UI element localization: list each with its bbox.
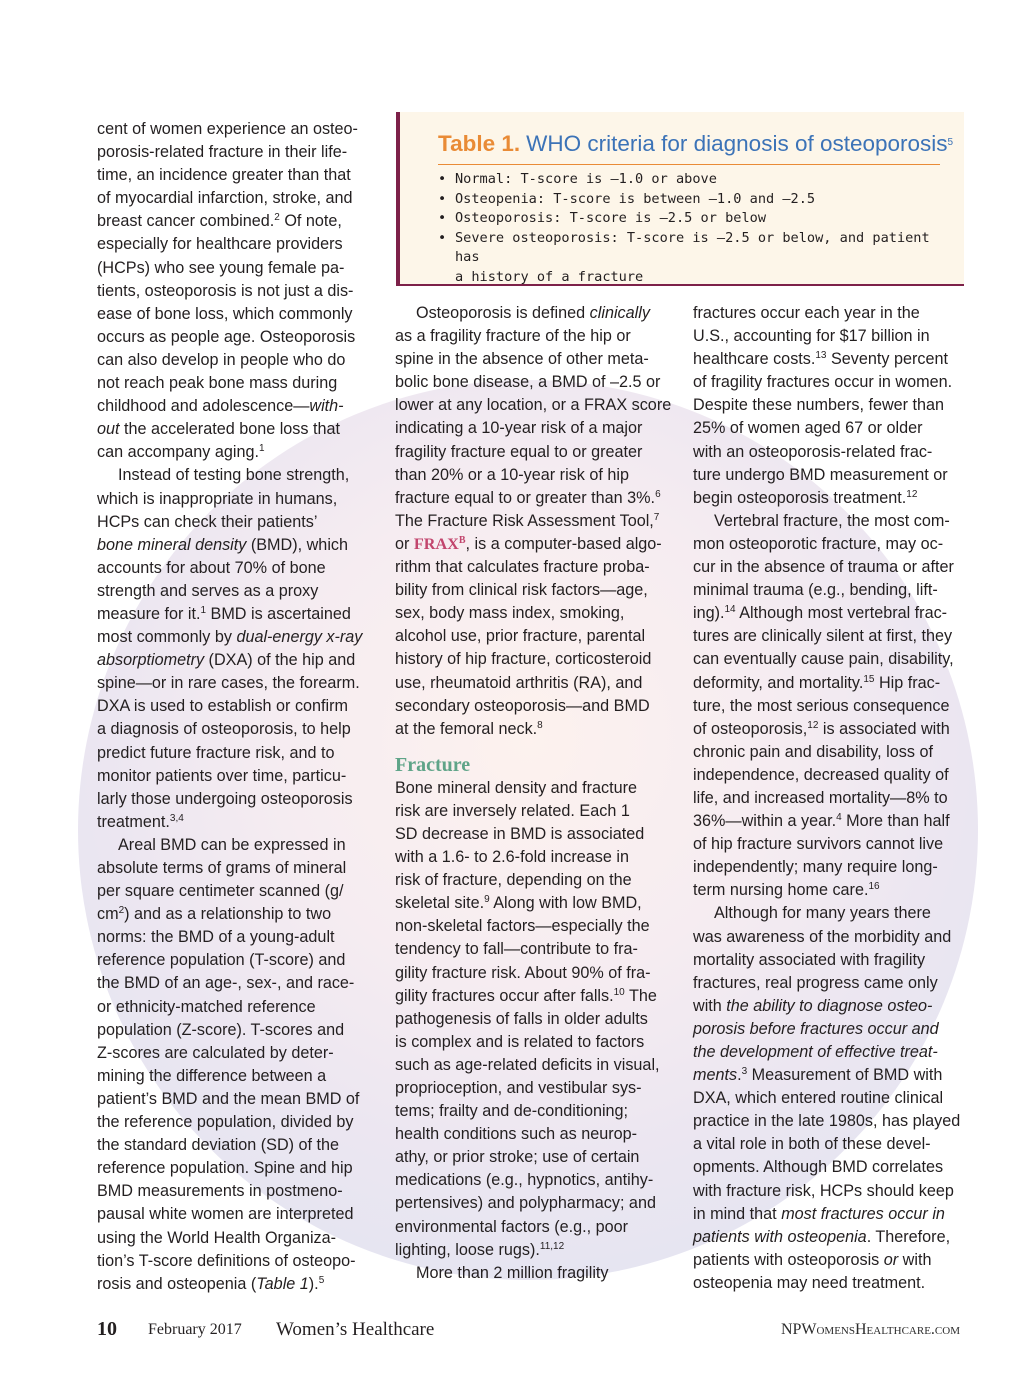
text-run: (DXA) of the hip and	[204, 651, 356, 670]
text-run: Along with low BMD,	[489, 894, 642, 913]
text-line: the standard deviation (SD) of the	[97, 1136, 340, 1155]
text-line	[693, 718, 968, 741]
text-line: chronic pain and disability, loss of	[693, 742, 933, 761]
citation-ref: 16	[868, 881, 880, 893]
text-line: tion’s T-score definitions of osteopo-	[97, 1251, 356, 1270]
citation-ref: 3,4	[169, 812, 184, 824]
text-run: fracture equal to or greater than 3%.	[395, 488, 656, 507]
column-1	[97, 118, 372, 1296]
text-line: pathogenesis of falls in older adults	[395, 1009, 648, 1028]
column-2	[395, 302, 670, 1285]
text-run: . Therefore,	[866, 1227, 951, 1246]
text-line: of hip fracture survivors cannot live	[693, 835, 944, 854]
text-run: begin osteoporosis treatment.	[693, 488, 907, 507]
column-3	[693, 302, 968, 1295]
citation-ref: 7	[653, 511, 660, 523]
text-line: 25% of women aged 67 or older	[693, 419, 923, 438]
text-run-italic: absorptiometry	[97, 651, 205, 670]
text-line: occurs as people age. Osteoporosis	[97, 327, 356, 346]
text-line: More than 2 million fragility	[416, 1263, 609, 1282]
text-line	[97, 903, 372, 926]
text-line: can eventually cause pain, disability,	[693, 650, 954, 669]
text-line: cent of women experience an osteo-	[97, 120, 358, 138]
text-line: Z-scores are calculated by deter-	[97, 1043, 334, 1062]
text-run: ) and as a relationship to two	[124, 905, 332, 924]
text-run-italic: ments	[693, 1066, 738, 1085]
text-line: accounts for about 70% of bone	[97, 558, 326, 577]
text-line: spine in the absence of other meta-	[395, 350, 649, 369]
text-line: osteopenia may need treatment.	[693, 1273, 926, 1292]
text-line: mon osteoporotic fracture, may oc-	[693, 534, 944, 553]
criteria-item-normal: • Normal: T-score is –1.0 or above	[438, 170, 958, 190]
text-line: a vital role in both of these devel-	[693, 1135, 931, 1154]
text-line	[693, 995, 968, 1018]
text-line: proprioception, and vestibular sys-	[395, 1079, 642, 1097]
text-run: is associated with	[818, 719, 950, 738]
criteria-item-osteoporosis: • Osteoporosis: T-score is –2.5 or below	[438, 209, 958, 229]
text-line	[97, 441, 372, 464]
text-line: fractures occur each year in the	[693, 304, 920, 322]
text-run: ing).	[693, 604, 725, 623]
text-line: environmental factors (e.g., poor	[395, 1217, 629, 1236]
citation-ref: 10	[613, 986, 625, 998]
text-line	[395, 985, 670, 1008]
text-line: porosis-related fracture in their life-	[97, 143, 348, 162]
text-line: with an osteoporosis-related frac-	[693, 442, 933, 461]
page-footer	[0, 1318, 1024, 1348]
text-line: DXA, which entered routine clinical	[693, 1089, 944, 1108]
text-run-italic: the ability to diagnose osteo-	[726, 996, 933, 1015]
text-line: tures are clinically silent at first, they	[693, 627, 953, 646]
text-run-italic: most fractures occur in	[781, 1204, 945, 1223]
text-line	[395, 487, 670, 510]
text-line	[693, 1226, 968, 1249]
text-line: the reference population, divided by	[97, 1113, 354, 1132]
text-line: Although for many years there	[714, 904, 931, 923]
text-line: athy, or prior stroke; use of certain	[395, 1148, 640, 1167]
text-line: fragility fracture equal to or greater	[395, 442, 643, 461]
text-line	[693, 672, 968, 695]
text-line	[97, 811, 372, 834]
text-run: .	[737, 1066, 742, 1085]
text-line: practice in the late 1980s, has played	[693, 1112, 961, 1131]
text-line: Instead of testing bone strength,	[118, 466, 350, 485]
text-line	[395, 302, 670, 325]
text-run-italic: dual-energy x-ray	[236, 628, 363, 647]
text-line	[97, 1273, 372, 1296]
text-line: spine—or in rare cases, the forearm.	[97, 674, 360, 693]
text-line: independence, decreased quality of	[693, 765, 949, 784]
issue-date: February 2017	[148, 1321, 242, 1338]
text-line	[693, 602, 968, 625]
text-line: non-skeletal factors—especially the	[395, 917, 650, 936]
text-line: monitor patients over time, particu-	[97, 766, 347, 785]
text-line	[97, 534, 372, 557]
text-line: secondary osteoporosis—and BMD	[395, 696, 650, 715]
text-line	[97, 210, 372, 233]
text-line	[693, 487, 968, 510]
publication-name: Women’s Healthcare	[276, 1319, 435, 1340]
text-run: of osteoporosis,	[693, 719, 808, 738]
text-run: with	[693, 996, 727, 1015]
text-run: Of note,	[279, 212, 342, 231]
text-line	[693, 1064, 968, 1087]
text-line: per square centimeter scanned (g/	[97, 882, 344, 901]
citation-ref: 9	[484, 894, 490, 906]
text-line: pertensives) and polypharmacy; and	[395, 1194, 656, 1213]
text-line: use, rheumatoid arthritis (RA), and	[395, 673, 643, 692]
text-line: the development of effective treat-	[693, 1043, 938, 1061]
text-line: BMD measurements in postmeno-	[97, 1182, 343, 1201]
text-line: opments. Although BMD correlates	[693, 1158, 944, 1177]
text-line: pausal white women are interpreted	[97, 1205, 354, 1224]
text-run: or	[395, 534, 414, 553]
text-line: not reach peak bone mass during	[97, 374, 338, 393]
citation-ref: 6	[655, 488, 661, 500]
frax-link[interactable]	[414, 535, 466, 553]
text-run: patients with osteoporosis	[693, 1250, 884, 1269]
text-run: The Fracture Risk Assessment Tool,	[395, 511, 654, 530]
text-line: bility from clinical risk factors—age,	[395, 581, 648, 600]
text-run: with	[898, 1250, 932, 1269]
text-line: history of hip fracture, corticosteroid	[395, 650, 652, 669]
text-line: was awareness of the morbidity and	[693, 927, 952, 946]
text-line: minimal trauma (e.g., bending, lift-	[693, 581, 938, 600]
text-line	[693, 879, 968, 902]
citation-ref: 11,12	[539, 1240, 565, 1252]
table-title-ref: 5	[947, 137, 954, 148]
superscript: 2	[118, 905, 125, 917]
text-line	[693, 1249, 968, 1272]
text-line: Vertebral fracture, the most com-	[714, 511, 950, 530]
text-line: tients, osteoporosis is not just a dis-	[97, 281, 354, 300]
citation-ref: 13	[815, 350, 827, 362]
text-run: healthcare costs.	[693, 350, 816, 369]
text-run: most commonly by	[97, 628, 237, 647]
text-line: is complex and is related to factors	[395, 1032, 645, 1051]
text-run: Although most vertebral frac-	[735, 604, 948, 623]
table-title-rule	[438, 164, 940, 165]
text-line: such as age-related deficits in visual,	[395, 1055, 660, 1074]
text-line: U.S., accounting for $17 billion in	[693, 327, 930, 346]
text-line	[97, 395, 372, 418]
citation-ref: 14	[724, 604, 736, 616]
text-run: the accelerated bone loss that	[119, 420, 340, 439]
text-line: of fragility fractures occur in women.	[693, 373, 953, 392]
citation-ref: 15	[863, 673, 875, 685]
criteria-item-osteopenia: • Osteopenia: T-score is between –1.0 and –2.5	[438, 190, 958, 210]
text-line: or ethnicity-matched reference	[97, 997, 316, 1016]
page-number: 10	[97, 1318, 117, 1340]
text-line: Despite these numbers, fewer than	[693, 396, 945, 415]
text-line: mortality associated with fragility	[693, 950, 926, 969]
text-line: gility fracture risk. About 90% of fra-	[395, 963, 651, 982]
text-line: DXA is used to establish or confirm	[97, 697, 349, 716]
text-line: Bone mineral density and fracture	[395, 778, 638, 797]
text-line: risk of fracture, depending on the	[395, 871, 632, 890]
citation-ref: 8	[537, 719, 543, 731]
text-line: of myocardial infarction, stroke, and	[97, 189, 353, 208]
text-line	[693, 1203, 968, 1226]
text-line: reference population (T-score) and	[97, 951, 346, 970]
text-line: predict future fracture risk, and to	[97, 743, 335, 762]
text-line: alcohol use, prior fracture, parental	[395, 627, 646, 646]
text-line	[395, 1239, 670, 1262]
text-line: sex, body mass index, smoking,	[395, 604, 625, 623]
text-run-italic: clinically	[589, 304, 650, 322]
frax-label: FRAX	[413, 534, 459, 553]
text-line	[693, 348, 968, 371]
text-line: life, and increased mortality—8% to	[693, 788, 948, 807]
text-line	[395, 533, 670, 556]
text-run: , is a computer-based algo-	[465, 534, 662, 553]
text-line: absolute terms of grams of mineral	[97, 859, 347, 877]
text-line: time, an incidence greater than that	[97, 166, 351, 185]
table-title-text: WHO criteria for diagnosis of osteoporosis	[526, 131, 948, 156]
text-line: (HCPs) who see young female pa-	[97, 258, 345, 277]
text-line: medications (e.g., hypnotics, antihy-	[395, 1171, 654, 1190]
text-line: the BMD of an age-, sex-, and race-	[97, 974, 355, 993]
text-line: reference population. Spine and hip	[97, 1159, 353, 1178]
website-link[interactable]: NPWomensHealthcare.com	[780, 1321, 960, 1338]
text-line: bolic bone disease, a BMD of –2.5 or	[395, 373, 661, 392]
text-run: (BMD), which	[246, 535, 349, 554]
text-line: especially for healthcare providers	[97, 235, 343, 254]
text-run: term nursing home care.	[693, 881, 869, 900]
text-run: 36%—within a year.	[693, 812, 837, 831]
text-run: breast cancer combined.	[97, 212, 275, 231]
text-line: HCPs can check their patients’	[97, 512, 318, 531]
text-line	[395, 892, 670, 915]
text-line: than 20% or a 10-year risk of hip	[395, 465, 629, 484]
citation-ref: 2	[274, 212, 280, 224]
text-line: which is inappropriate in humans,	[97, 489, 338, 508]
text-run: More than half	[841, 812, 950, 831]
text-run-italic: patients with osteopenia	[693, 1227, 867, 1246]
text-run: childhood and adolescence—	[97, 397, 310, 416]
text-run-italic: or	[883, 1250, 899, 1269]
text-run: lighting, loose rugs).	[395, 1240, 540, 1259]
text-line: porosis before fractures occur and	[693, 1019, 939, 1038]
text-line: a diagnosis of osteoporosis, to help	[97, 720, 351, 739]
text-line: cur in the absence of trauma or after	[693, 558, 954, 577]
section-heading-fracture: Fracture	[395, 753, 471, 776]
criteria-item-severe-line2: a history of a fracture	[455, 268, 644, 285]
text-run: Measurement of BMD with	[747, 1066, 943, 1085]
text-run: rosis and osteopenia (	[97, 1274, 257, 1293]
text-line: mining the difference between a	[97, 1066, 327, 1085]
text-line: rithm that calculates fracture proba-	[395, 558, 650, 577]
text-line: ture undergo BMD measurement or	[693, 465, 948, 484]
text-line	[97, 626, 372, 649]
text-run: The	[624, 986, 657, 1005]
text-line	[97, 418, 372, 441]
text-run-italic: bone mineral density	[97, 535, 247, 554]
text-run: skeletal site.	[395, 894, 485, 913]
text-line: Areal BMD can be expressed in	[118, 835, 346, 854]
citation-ref: 5	[318, 1274, 325, 1286]
text-line: with a 1.6- to 2.6-fold increase in	[395, 848, 629, 867]
text-line: with fracture risk, HCPs should keep	[693, 1181, 954, 1200]
citation-ref: 12	[906, 488, 918, 500]
text-run: ).	[308, 1274, 319, 1293]
text-run: at the femoral neck.	[395, 719, 538, 738]
text-run: Hip frac-	[874, 673, 941, 692]
text-run: gility fractures occur after falls.	[395, 986, 614, 1005]
text-line: ease of bone loss, which commonly	[97, 304, 353, 323]
text-line	[395, 510, 670, 533]
text-run-italic: with-	[309, 397, 344, 416]
text-line: tendency to fall—contribute to fra-	[395, 940, 638, 959]
text-line: health conditions such as neurop-	[395, 1125, 638, 1144]
text-line: norms: the BMD of a young-adult	[97, 928, 335, 947]
text-run: in mind that	[693, 1204, 782, 1223]
citation-ref: 4	[836, 812, 842, 824]
text-line: lower at any location, or a FRAX score	[395, 396, 672, 415]
text-run: BMD is ascertained	[206, 604, 351, 623]
text-run: treatment.	[97, 812, 170, 831]
table-1-criteria-list	[438, 170, 958, 287]
text-line	[97, 649, 372, 672]
text-line: ture, the most serious consequence	[693, 696, 950, 715]
table-1-box	[396, 112, 964, 286]
frax-superscript: B	[458, 534, 466, 546]
text-line: fractures, real progress came only	[693, 973, 938, 992]
text-line: can also develop in people who do	[97, 350, 346, 369]
citation-ref: 12	[807, 719, 819, 731]
text-line: strength and serves as a proxy	[97, 581, 319, 600]
text-run: can accompany aging.	[97, 443, 259, 462]
text-line: as a fragility fracture of the hip or	[395, 327, 631, 346]
criteria-item-severe-line1: Severe osteoporosis: T-score is –2.5 or below, and patient has	[455, 229, 930, 265]
text-line: tems; frailty and de-conditioning;	[395, 1102, 629, 1121]
table-label: Table 1.	[438, 131, 521, 156]
text-line: risk are inversely related. Each 1	[395, 801, 630, 820]
citation-ref: 3	[741, 1066, 748, 1078]
text-line: SD decrease in BMD is associated	[395, 824, 645, 843]
text-line	[693, 810, 968, 833]
text-run-italic: out	[97, 420, 120, 439]
citation-ref: 1	[258, 443, 265, 455]
text-line: independently; many require long-	[693, 858, 938, 877]
text-run: Seventy percent	[826, 350, 948, 369]
table-reference: Table 1	[256, 1274, 309, 1293]
text-line	[395, 718, 670, 741]
text-line: indicating a 10-year risk of a major	[395, 419, 643, 438]
table-1-title	[438, 131, 953, 157]
text-run: cm	[97, 905, 119, 924]
text-run: deformity, and mortality.	[693, 673, 864, 692]
criteria-item-severe-osteoporosis	[438, 229, 958, 288]
text-line	[97, 603, 372, 626]
text-run: measure for it.	[97, 604, 201, 623]
citation-ref: 1	[200, 604, 207, 616]
text-line: patient’s BMD and the mean BMD of	[97, 1089, 360, 1108]
text-line: population (Z-score). T-scores and	[97, 1020, 345, 1039]
text-run: Osteoporosis is defined	[416, 304, 590, 322]
text-line: larly those undergoing osteoporosis	[97, 789, 353, 808]
text-line: using the World Health Organiza-	[97, 1228, 337, 1247]
